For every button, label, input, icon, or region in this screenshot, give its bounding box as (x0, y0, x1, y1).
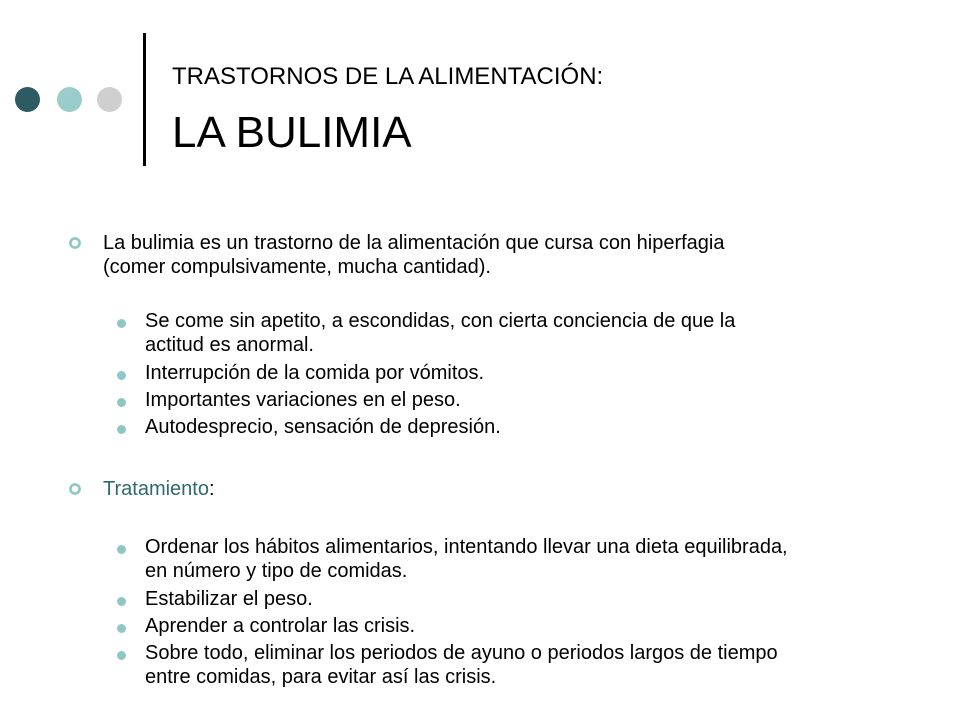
bullet-dot-icon (117, 597, 126, 606)
bullet-dot-icon (117, 319, 126, 328)
treatment-heading (103, 477, 883, 501)
gray-dot-icon (97, 87, 122, 112)
title-divider (143, 33, 146, 166)
list-item-line-2: entre comidas, para evitar así las crisis. (145, 666, 497, 688)
list-item-line-1: Se come sin apetito, a escondidas, con cierta conciencia de que la (145, 310, 736, 332)
list-item-line-1: Autodesprecio, sensación de depresión. (145, 416, 501, 438)
teal-dot-icon (57, 87, 82, 112)
circle-outline-icon (68, 236, 82, 250)
bullet-dot-icon (117, 425, 126, 434)
list-item-line-1: Importantes variaciones en el peso. (145, 389, 461, 411)
bullet-dot-icon (117, 398, 126, 407)
list-item (145, 361, 925, 385)
list-item (145, 309, 925, 357)
dark-dot-icon (15, 87, 40, 112)
list-item (145, 388, 925, 412)
list-item (145, 641, 925, 689)
list-item (145, 535, 925, 583)
list-item-line-2: en número y tipo de comidas. (145, 560, 408, 582)
list-item (145, 415, 925, 439)
bullet-dot-icon (117, 651, 126, 660)
intro-line-1: La bulimia es un trastorno de la alimentación que cursa con hiperfagia (103, 232, 725, 254)
bullet-dot-icon (117, 371, 126, 380)
slide-title-line-1: TRASTORNOS DE LA ALIMENTACIÓN: (172, 63, 604, 90)
list-item (145, 614, 925, 638)
slide-title-line-2: LA BULIMIA (172, 108, 412, 157)
intro-paragraph (103, 231, 883, 279)
bullet-dot-icon (117, 545, 126, 554)
list-item-line-2: actitud es anormal. (145, 334, 314, 356)
circle-outline-icon (68, 482, 82, 496)
list-item (145, 587, 925, 611)
intro-line-2: (comer compulsivamente, mucha cantidad). (103, 256, 491, 278)
list-item-line-1: Sobre todo, eliminar los periodos de ayuno o periodos largos de tiempo (145, 642, 778, 664)
list-item-line-1: Ordenar los hábitos alimentarios, intentando llevar una dieta equilibrada, (145, 536, 788, 558)
bullet-dot-icon (117, 624, 126, 633)
treatment-label: Tratamiento (103, 478, 209, 500)
treatment-label-suffix: : (208, 478, 215, 500)
list-item-line-1: Aprender a controlar las crisis. (145, 615, 416, 637)
list-item-line-1: Estabilizar el peso. (145, 588, 313, 610)
list-item-line-1: Interrupción de la comida por vómitos. (145, 362, 485, 384)
